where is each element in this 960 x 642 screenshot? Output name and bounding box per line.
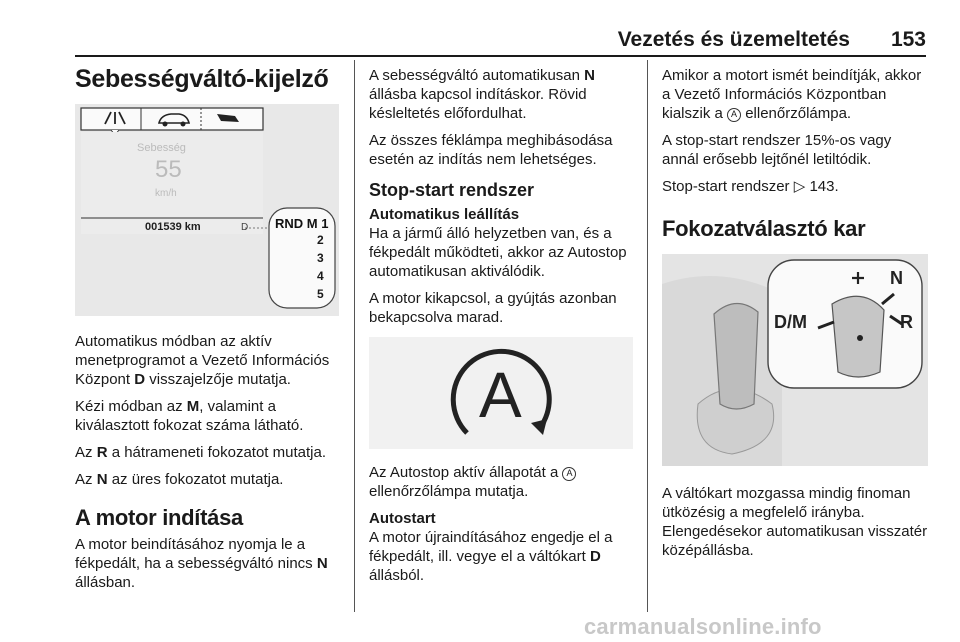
column-1 xyxy=(75,64,339,600)
odometer-value: 001539 km xyxy=(145,221,201,233)
section-heading-gear-display: Sebességváltó-kijelző xyxy=(75,65,329,93)
column-2 xyxy=(369,66,633,593)
gear-display-illustration xyxy=(75,104,339,316)
paragraph-automatic-mode: Automatikus módban az aktív menetprogramot a Vezető Információs Központ D visszajelzője mutatja. xyxy=(75,333,330,388)
autostop-symbol-figure xyxy=(369,337,633,449)
speed-label: Sebesség xyxy=(137,142,186,154)
column-3 xyxy=(662,66,928,568)
page-reference-icon: ▷ xyxy=(793,178,806,195)
paragraph-auto-neutral: A sebességváltó automatikusan N állásba kapcsol indításkor. Rövid késleltetés előfordulhat. xyxy=(369,67,595,122)
paragraph-engine-start: A motor beindításához nyomja le a fékpedált, ha a sebességváltó nincs N állásban. xyxy=(75,536,328,591)
section-heading-gear-lever: Fokozatválasztó kar xyxy=(662,216,866,241)
paragraph-manual-mode: Kézi módban az M, valamint a kiválasztott fokozat száma látható. xyxy=(75,398,304,434)
paragraph-stop-start-ref: Stop-start rendszer ▷ 143. xyxy=(662,178,839,195)
autostop-inline-icon: A xyxy=(562,467,576,481)
gear-row-label: RND M 1 xyxy=(275,216,329,231)
section-heading-engine-start: A motor indítása xyxy=(75,505,243,530)
header-title: Vezetés és üzemeltetés xyxy=(617,28,850,51)
paragraph-reverse: Az R a hátrameneti fokozatot mutatja. xyxy=(75,444,326,461)
autostop-letter: A xyxy=(479,359,522,431)
section-heading-stop-start: Stop-start rendszer xyxy=(369,180,535,200)
subheading-auto-stop: Automatikus leállítás xyxy=(369,206,520,223)
paragraph-restart-info: Amikor a motort ismét beindítják, akkor a Vezető Információs Központban kialszik a A ellenőrzőlámpa. xyxy=(662,67,922,122)
speed-unit: km/h xyxy=(155,188,177,199)
paragraph-engine-off: A motor kikapcsol, a gyújtás azonban bekapcsolva marad. xyxy=(369,290,617,326)
gear-lever-illustration xyxy=(662,254,928,466)
column-divider-1 xyxy=(354,60,355,612)
gear-lever-svg xyxy=(662,254,928,466)
gear-indicator: D xyxy=(241,222,249,233)
gear-2: 2 xyxy=(317,233,324,247)
gear-3: 3 xyxy=(317,251,324,265)
page-number: 153 xyxy=(890,28,926,51)
watermark: carmanualsonline.info xyxy=(584,614,822,639)
paragraph-autostop-indicator: Az Autostop aktív állapotát a A ellenőrzőlámpa mutatja. xyxy=(369,463,633,501)
speed-value: 55 xyxy=(155,156,182,183)
header-rule xyxy=(75,55,926,57)
paragraph-autostop: Ha a jármű álló helyzetben van, és a fékpedált működteti, akkor az Autostop automatikusan aktiválódik. xyxy=(369,225,627,280)
paragraph-slope: A stop-start rendszer 15%-os vagy annál erősebb lejtőnél letiltódik. xyxy=(662,132,892,168)
cluster-display-svg xyxy=(75,104,339,316)
lever-label-dm: D/M xyxy=(774,312,807,332)
column-divider-2 xyxy=(647,60,648,612)
page-header xyxy=(0,0,960,58)
gear-5: 5 xyxy=(317,287,324,301)
paragraph-neutral: Az N az üres fokozatot mutatja. xyxy=(75,471,284,488)
gear-4: 4 xyxy=(317,269,324,283)
lever-label-n: N xyxy=(890,268,903,288)
paragraph-autostart: A motor újraindításához engedje el a fékpedált, ill. vegye el a váltókart D állásból. xyxy=(369,529,613,584)
gear-knob-icon xyxy=(714,303,758,409)
paragraph-lever-usage: A váltókart mozgassa mindig finoman ütközésig a megfelelő irányba. Elengedésekor automatikusan visszatér középállásba. xyxy=(662,485,928,559)
paragraph-brake-lamp: Az összes féklámpa meghibásodása esetén az indítás nem lehetséges. xyxy=(369,132,613,168)
autostop-inline-icon-2: A xyxy=(727,108,741,122)
lever-label-r: R xyxy=(900,312,913,332)
subheading-autostart: Autostart xyxy=(369,510,436,527)
